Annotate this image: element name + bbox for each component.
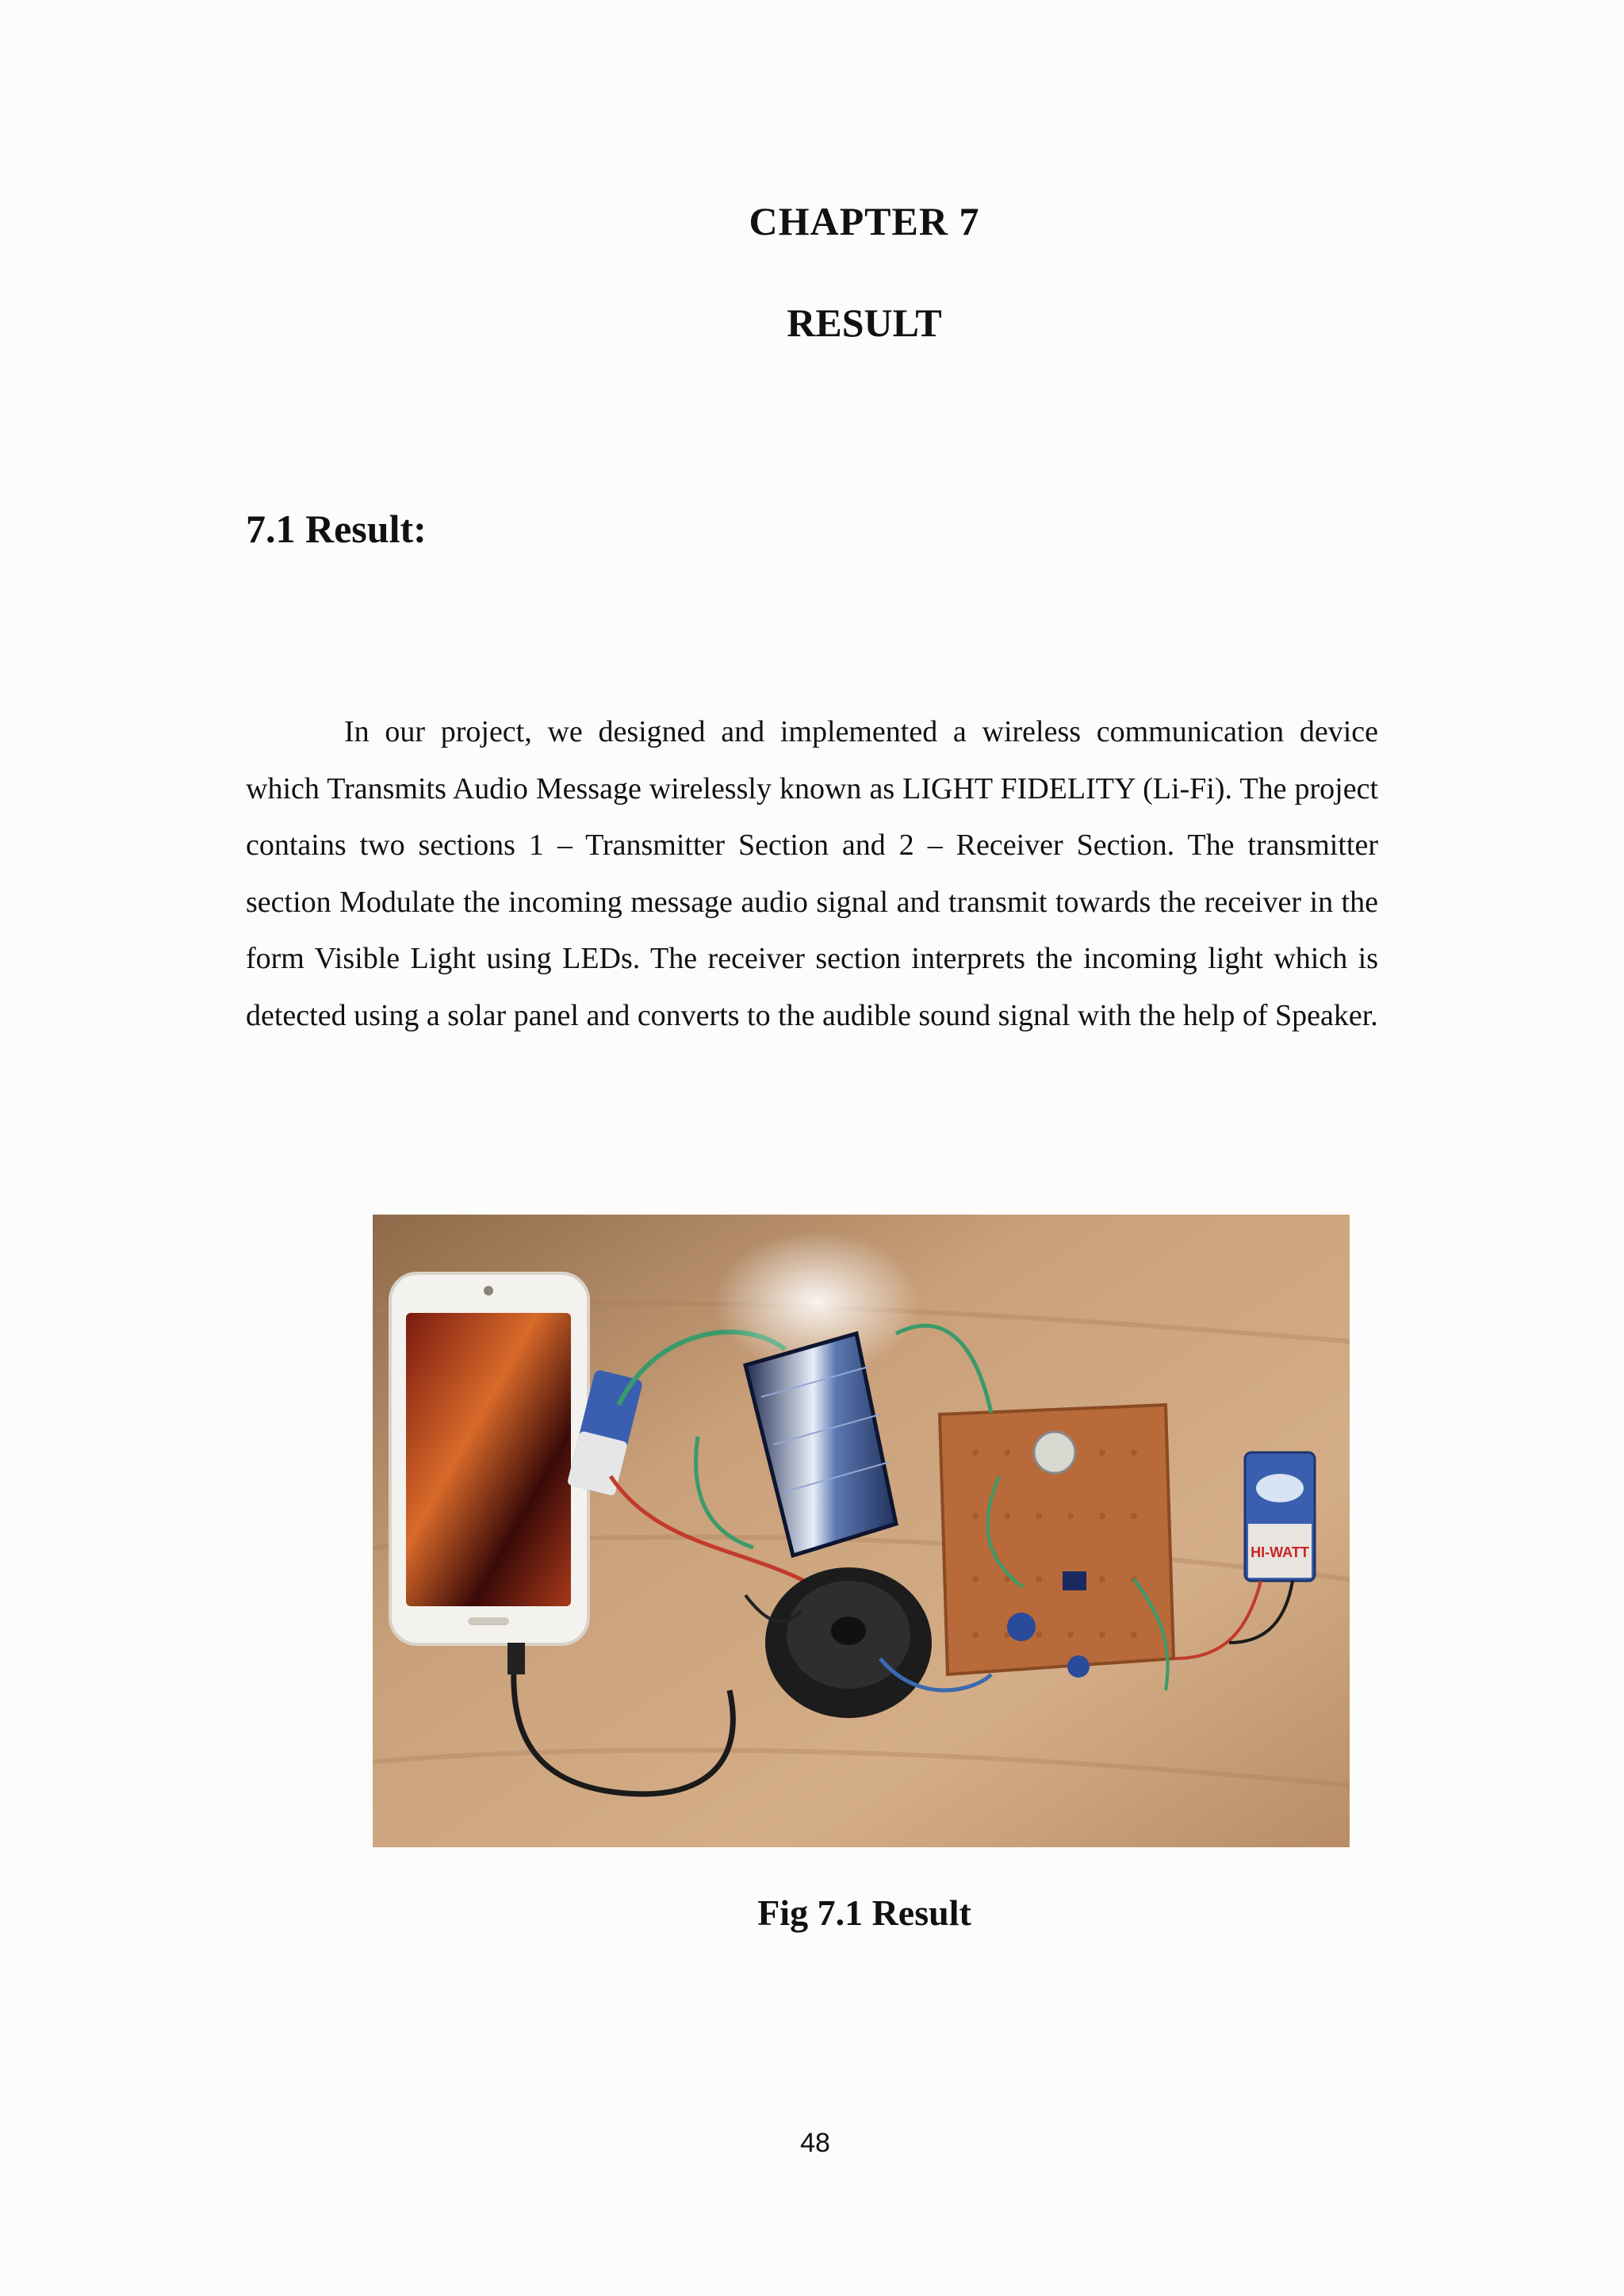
battery-right — [1245, 1452, 1315, 1581]
result-photo — [373, 1215, 1350, 1847]
figure-caption: Fig 7.1 Result — [757, 1892, 971, 1933]
page-number: 48 — [800, 2128, 830, 2158]
result-photo-illustration — [373, 1215, 1350, 1847]
chapter-title: RESULT — [787, 300, 942, 345]
smartphone — [390, 1273, 588, 1644]
speaker — [765, 1567, 932, 1718]
battery-brand-label: HI-WATT — [1251, 1544, 1309, 1560]
result-paragraph: In our project, we designed and implemented a wireless communication device which Transmits Audio Message wirelessly known as LIGHT FIDELITY (Li-Fi). The project contains two sections 1 – Transmitter Section and 2 – Receiver Section. The transmitter section Modulate the incoming message audio signal and transmit towards the receiver in the form Visible Light using LEDs. The receiver section interprets the incoming light which is detected using a solar panel and converts to the audible sound signal with the help of Speaker. — [246, 715, 1378, 1032]
section-heading: 7.1 Result: — [246, 507, 427, 551]
chapter-number: CHAPTER 7 — [749, 199, 980, 243]
pcb-board — [940, 1405, 1174, 1678]
